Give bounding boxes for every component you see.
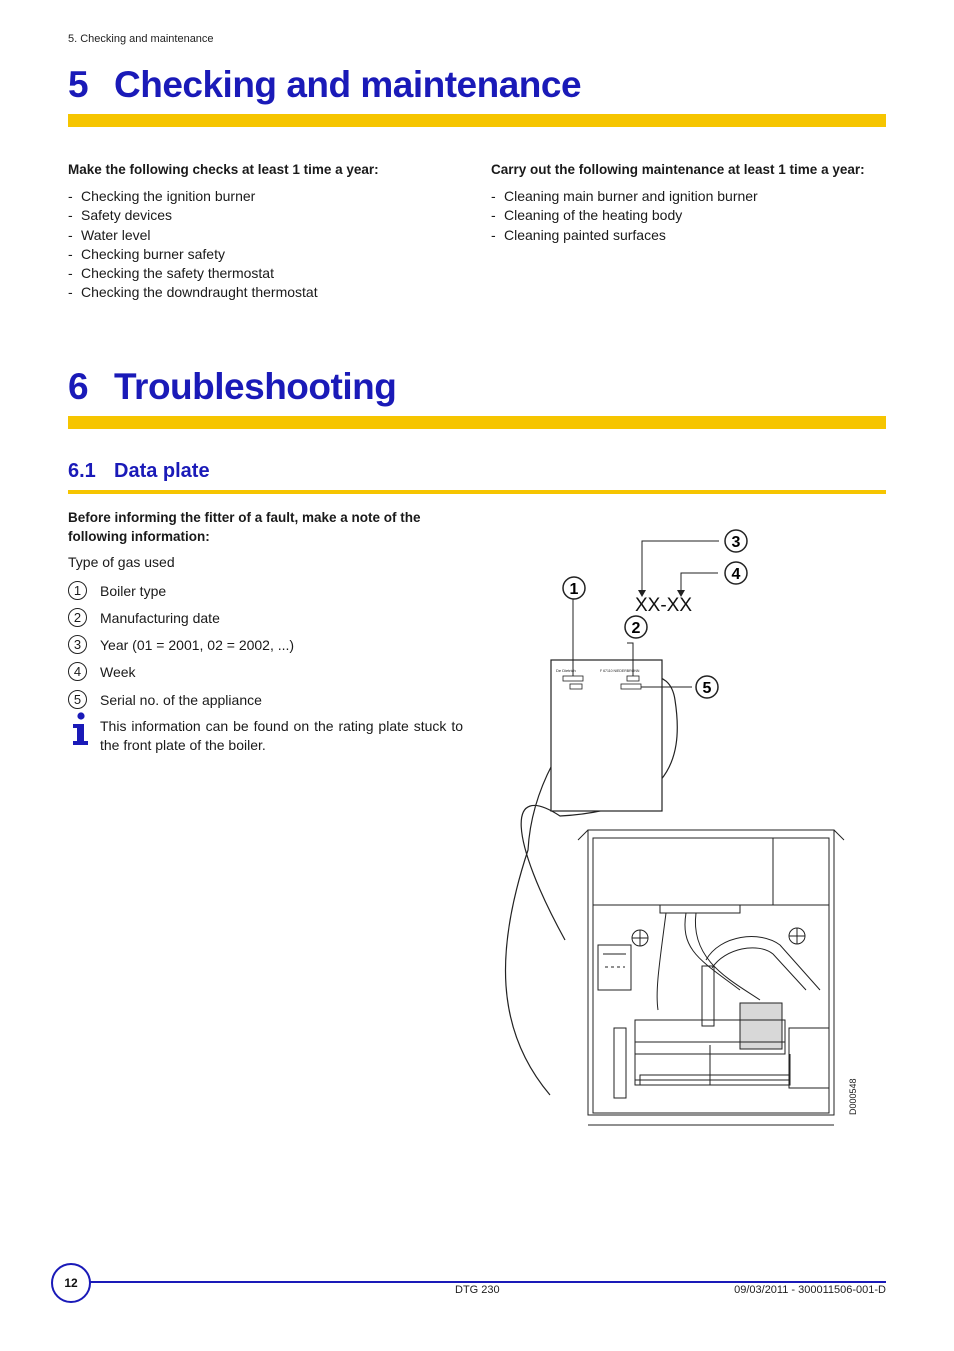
- svg-text:3: 3: [731, 534, 741, 551]
- maintenance-heading: Carry out the following maintenance at least 1 time a year:: [491, 162, 865, 177]
- leader-4: [681, 573, 718, 592]
- svg-text:1: 1: [569, 581, 579, 598]
- list-item: - Cleaning main burner and ignition burner: [491, 187, 758, 206]
- section-6-heading: [68, 366, 396, 408]
- number-circle: 1: [68, 581, 87, 600]
- checks-heading: Make the following checks at least 1 time a year:: [68, 162, 379, 177]
- number-circle: 5: [68, 690, 87, 709]
- section-number: 5: [68, 64, 89, 105]
- section-number: 6.1: [68, 460, 96, 482]
- dataplate-intro: Before informing the fitter of a fault, make a note of the following information:: [68, 510, 421, 544]
- item-text: Year (01 = 2001, 02 = 2002, ...): [100, 637, 295, 653]
- footer-doc-ref: 09/03/2011 - 300011506-001-D: [734, 1284, 886, 1296]
- item-text: Boiler type: [100, 583, 167, 599]
- callout-1: [563, 577, 585, 599]
- figure-id: D000548: [848, 1078, 858, 1115]
- footer-model: DTG 230: [455, 1284, 500, 1296]
- list-item: - Checking burner safety: [68, 245, 318, 264]
- item-text: Serial no. of the appliance: [100, 692, 262, 708]
- number-circle: 3: [68, 635, 87, 654]
- svg-text:4: 4: [731, 566, 741, 583]
- rating-plate: [551, 660, 662, 811]
- boiler-dataplate-figure: [490, 520, 890, 1130]
- gas-type-text: Type of gas used: [68, 554, 175, 570]
- list-item: - Water level: [68, 226, 318, 245]
- section-5-heading: [68, 64, 581, 106]
- section-6-1-heading: [68, 460, 210, 483]
- date-code: XX-XX: [635, 595, 693, 616]
- heading-rule: [68, 114, 886, 127]
- plate-brand: De Dietrich: [556, 668, 576, 673]
- section-title: Data plate: [114, 460, 210, 482]
- checks-list: [68, 187, 318, 303]
- info-icon: [70, 712, 90, 746]
- subheading-rule: [68, 490, 886, 494]
- info-text: This information can be found on the rating plate stuck to the front plate of the boiler.: [100, 718, 463, 753]
- page-number: 12: [51, 1263, 91, 1303]
- footer-rule: [68, 1281, 886, 1283]
- list-item: - Cleaning painted surfaces: [491, 226, 758, 245]
- section-title: Checking and maintenance: [114, 64, 582, 105]
- section-title: Troubleshooting: [114, 366, 397, 407]
- section-number: 6: [68, 366, 89, 407]
- number-circle: 2: [68, 608, 87, 627]
- number-circle: 4: [68, 662, 87, 681]
- list-item: - Cleaning of the heating body: [491, 206, 758, 225]
- plate-address: F 67110 NIEDERBRONN: [600, 669, 640, 673]
- svg-text:2: 2: [631, 620, 641, 637]
- callout-5: [696, 676, 718, 698]
- callout-3: [725, 530, 747, 552]
- list-item: - Checking the safety thermostat: [68, 264, 318, 283]
- running-header: 5. Checking and maintenance: [68, 33, 214, 45]
- callout-2: [625, 616, 647, 638]
- boiler-drawing: [578, 830, 844, 1125]
- item-text: Manufacturing date: [100, 610, 220, 626]
- svg-text:5: 5: [702, 680, 712, 697]
- list-item: - Checking the downdraught thermostat: [68, 283, 318, 302]
- list-item: - Checking the ignition burner: [68, 187, 318, 206]
- item-text: Week: [100, 664, 136, 680]
- heading-rule: [68, 416, 886, 429]
- callout-4: [725, 562, 747, 584]
- list-item: - Safety devices: [68, 206, 318, 225]
- maintenance-list: [491, 187, 758, 245]
